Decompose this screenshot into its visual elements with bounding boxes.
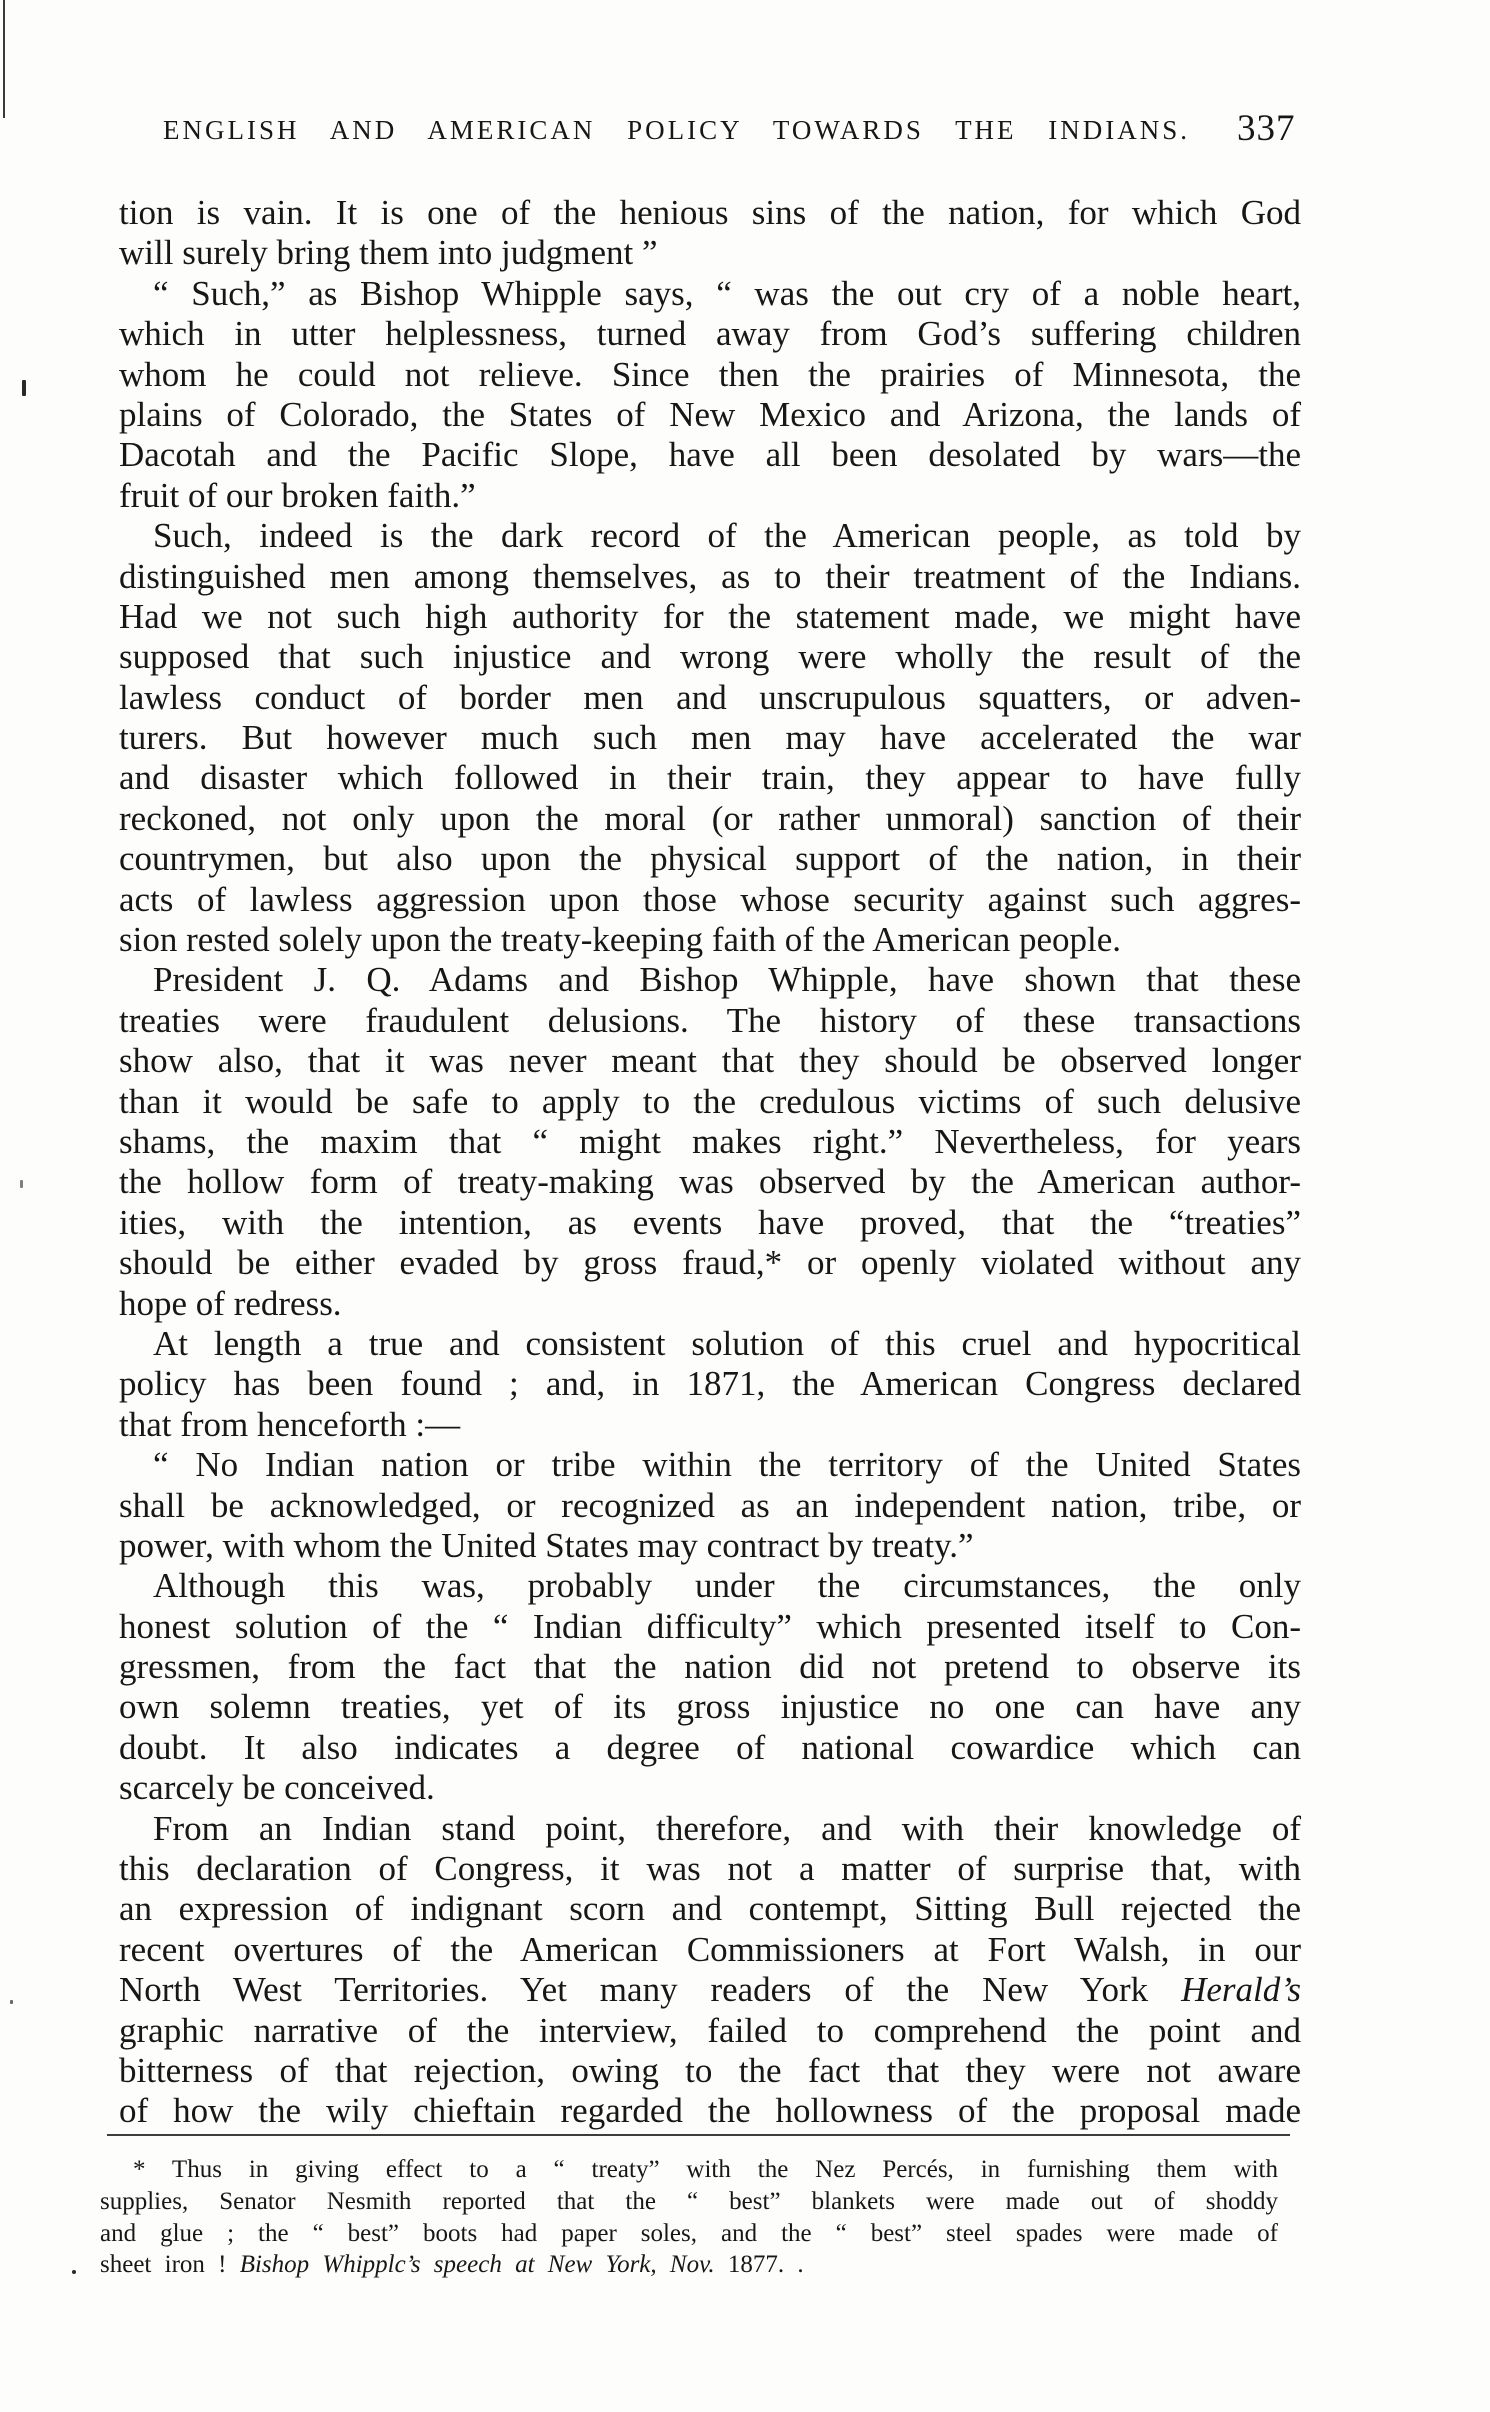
text-segment: sheet iron ! [100, 2251, 240, 2279]
text-line: President J. Q. Adams and Bishop Whipple, have shown that these [153, 960, 1301, 1000]
body-text [119, 193, 1301, 2132]
footnote-line [100, 2249, 1278, 2281]
page-number: 337 [1237, 108, 1296, 149]
scan-edge-mark [3, 0, 5, 118]
paragraph [119, 1324, 1301, 1445]
text-line: bitterness of that rejection, owing to the fact that they were not aware [119, 2050, 1301, 2090]
text-line: gressmen, from the fact that the nation did not pretend to observe its [119, 1647, 1301, 1687]
text-line: Dacotah and the Pacific Slope, have all been desolated by wars—the [119, 435, 1301, 475]
text-line: shall be acknowledged, or recognized as an independent nation, tribe, or [119, 1485, 1301, 1525]
text-line: recent overtures of the American Commissioners at Fort Walsh, in our [119, 1929, 1301, 1969]
text-line: whom he could not relieve. Since then the prairies of Minnesota, the [119, 354, 1301, 394]
footnote-line: * Thus in giving effect to a “ treaty” with the Nez Percés, in furnishing them with [133, 2156, 1278, 2183]
text-line: policy has been found ; and, in 1871, the American Congress declared [119, 1364, 1301, 1404]
running-head-title: ENGLISH AND AMERICAN POLICY TOWARDS THE INDIANS. [163, 115, 1190, 145]
paragraph [119, 1445, 1301, 1566]
text-line: and disaster which followed in their train, they appear to have fully [119, 758, 1301, 798]
footnote [100, 2154, 1278, 2281]
text-segment: North West Territories. Yet many readers of the New York [119, 1970, 1182, 2010]
text-line: treaties were fraudulent delusions. The history of these transactions [119, 1000, 1301, 1040]
text-line: hope of redress. [119, 1283, 342, 1323]
text-line: distinguished men among themselves, as to their treatment of the Indians. [119, 556, 1301, 596]
text-line: this declaration of Congress, it was not a matter of surprise that, with [119, 1849, 1301, 1889]
text-line: power, with whom the United States may contract by treaty.” [119, 1525, 974, 1565]
text-line: Such, indeed is the dark record of the American people, as told by [153, 516, 1301, 556]
text-line: should be either evaded by gross fraud,* or openly violated without any [119, 1243, 1301, 1283]
text-line: scarcely be conceived. [119, 1768, 435, 1808]
footnote-rule [107, 2134, 1290, 2136]
paragraph [119, 1566, 1301, 1808]
text-line: sion rested solely upon the treaty-keeping faith of the American people. [119, 920, 1122, 960]
text-line: graphic narrative of the interview, failed to comprehend the point and [119, 2010, 1301, 2050]
text-line: of how the wily chieftain regarded the hollowness of the proposal made [119, 2091, 1301, 2131]
text-line: “ No Indian nation or tribe within the territory of the United States [153, 1445, 1301, 1485]
text-line: “ Such,” as Bishop Whipple says, “ was the out cry of a noble heart, [153, 273, 1301, 313]
text-line: honest solution of the “ Indian difficulty” which presented itself to Con- [119, 1606, 1301, 1646]
text-line: own solemn treaties, yet of its gross injustice no one can have any [119, 1687, 1301, 1727]
paragraph [119, 1809, 1301, 2132]
text-line: doubt. It also indicates a degree of national cowardice which can [119, 1727, 1301, 1767]
text-line: which in utter helplessness, turned away from God’s suffering children [119, 314, 1301, 354]
paragraph [119, 516, 1301, 960]
text-line: Had we not such high authority for the statement made, we might have [119, 596, 1301, 636]
italic-text: Herald’s [1181, 1970, 1301, 2010]
text-line [119, 1970, 1301, 2010]
text-line: that from henceforth :— [119, 1404, 461, 1444]
text-line: reckoned, not only upon the moral (or rather unmoral) sanction of their [119, 798, 1301, 838]
text-line: At length a true and consistent solution of this cruel and hypocritical [153, 1323, 1301, 1363]
text-segment: 1877. . [714, 2251, 804, 2279]
paragraph [119, 960, 1301, 1324]
text-line: the hollow form of treaty-making was observed by the American author- [119, 1162, 1301, 1202]
text-line: fruit of our broken faith.” [119, 475, 476, 515]
scan-speck [20, 1180, 23, 1188]
text-line: shams, the maxim that “ might makes right.” Nevertheless, for years [119, 1121, 1301, 1161]
text-line: than it would be safe to apply to the credulous victims of such delusive [119, 1081, 1301, 1121]
text-line: supposed that such injustice and wrong were wholly the result of the [119, 637, 1301, 677]
text-line: will surely bring them into judgment ” [119, 233, 658, 273]
paragraph [119, 193, 1301, 274]
text-line: ities, with the intention, as events have proved, that the “treaties” [119, 1202, 1301, 1242]
text-line: From an Indian stand point, therefore, and with their knowledge of [153, 1808, 1301, 1848]
text-line: countrymen, but also upon the physical support of the nation, in their [119, 839, 1301, 879]
paragraph [119, 274, 1301, 516]
text-line: plains of Colorado, the States of New Mexico and Arizona, the lands of [119, 394, 1301, 434]
text-line: lawless conduct of border men and unscrupulous squatters, or adven- [119, 677, 1301, 717]
scan-speck [10, 2000, 13, 2004]
text-line: an expression of indignant scorn and contempt, Sitting Bull rejected the [119, 1889, 1301, 1929]
text-line: Although this was, probably under the circumstances, the only [153, 1566, 1301, 1606]
italic-text: Bishop Whipplc’s speech at New York, Nov. [239, 2251, 715, 2279]
text-line: tion is vain. It is one of the henious sins of the nation, for which God [119, 193, 1301, 232]
footnote-line: supplies, Senator Nesmith reported that the “ best” blankets were made out of shoddy [100, 2187, 1278, 2215]
text-line: turers. But however much such men may have accelerated the war [119, 718, 1301, 758]
text-line: acts of lawless aggression upon those whose security against such aggres- [119, 879, 1301, 919]
footnote-line: and glue ; the “ best” boots had paper soles, and the “ best” steel spades were made of [100, 2219, 1278, 2247]
text-line: show also, that it was never meant that they should be observed longer [119, 1041, 1301, 1081]
scan-speck [22, 380, 26, 396]
scan-speck [72, 2270, 76, 2274]
